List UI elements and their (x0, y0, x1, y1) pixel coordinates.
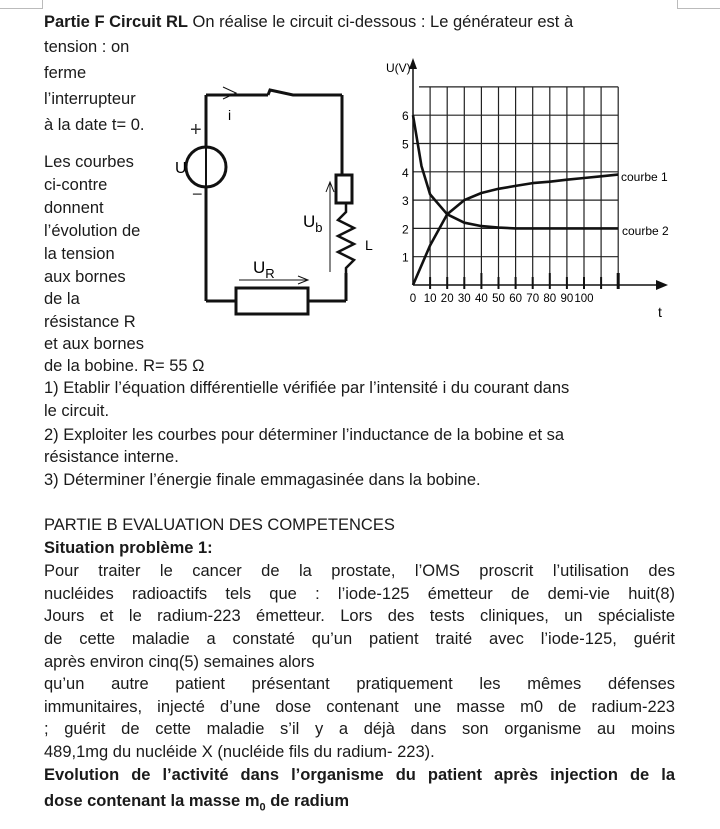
svg-text:80: 80 (543, 293, 557, 305)
svg-text:i: i (228, 107, 232, 123)
svg-text:U(V): U(V) (386, 61, 411, 75)
paragraph-line: après environ cinq(5) semaines alors (44, 653, 315, 671)
paragraph-line: qu’un autre patient présentant pratiquement les mêmes défenses (44, 675, 675, 693)
svg-text:2: 2 (402, 222, 409, 237)
paragraph-line: nucléides radioactifs tels que : l’iode-125 émetteur de demi-vie huit(8) (44, 585, 675, 603)
question-2-line-2: résistance interne. (44, 448, 179, 466)
rl-circuit-diagram (160, 60, 380, 320)
svg-text:50: 50 (492, 293, 505, 305)
question-1-line-2: le circuit. (44, 402, 110, 420)
svg-text:Ub: $U_b$ (303, 212, 323, 235)
svg-text:1: 1 (402, 250, 409, 265)
partB-heading: PARTIE B EVALUATION DES COMPETENCES (44, 516, 395, 534)
bold-heading-line-2: dose contenant la masse $m_0$ de radium (44, 792, 350, 814)
partB-subheading: Situation problème 1: (44, 539, 213, 557)
svg-text:6: 6 (402, 109, 409, 124)
svg-text:4: 4 (402, 165, 409, 180)
svg-text:3: 3 (402, 194, 409, 209)
svg-text:30: 30 (457, 293, 471, 305)
svg-text:0: 0 (409, 293, 417, 305)
question-1-line-1: 1) Etablir l’équation différentielle vérifiée par l’intensité i du courant dans (44, 379, 570, 397)
paragraph-line: de cette maladie a constaté qu’un patient traité avec l’iode-125, guérit (44, 630, 675, 648)
current-arrow-icon (223, 87, 236, 99)
voltage-time-chart (370, 55, 700, 325)
partF-title: Partie F Circuit RL (44, 13, 188, 31)
legend-courbe-1: courbe 1 (621, 170, 668, 184)
svg-text:5: 5 (402, 137, 409, 152)
page-corner-mark (677, 0, 720, 9)
page-corner-mark (0, 0, 43, 9)
partF-intro: Partie F Circuit RL On réalise le circuit ci-dessous : Le générateur est à (44, 13, 574, 31)
svg-text:100: 100 (574, 293, 594, 305)
svg-text:60: 60 (509, 293, 522, 305)
svg-text:90: 90 (560, 293, 574, 305)
svg-text:+: + (190, 119, 202, 141)
bold-heading-line-1: Evolution de l’activité dans l’organisme du patient après injection de la (44, 766, 675, 784)
svg-text:20: 20 (440, 293, 454, 305)
svg-text:−: − (192, 184, 203, 204)
svg-text:t: t (658, 304, 662, 320)
paragraph-line: immunitaires, injecté d’une dose contenant une masse m0 de radium-223 (44, 698, 675, 716)
paragraph-line: Pour traiter le cancer de la prostate, l’OMS proscrit l’utilisation des (44, 562, 675, 580)
svg-text:U: U (175, 160, 187, 177)
x-axis-arrow-icon (656, 280, 668, 290)
legend-courbe-2: courbe 2 (622, 224, 669, 238)
question-2-line-1: 2) Exploiter les courbes pour déterminer l’inductance de la bobine et sa (44, 426, 565, 444)
svg-text:UR: $U_R$ (253, 258, 275, 281)
svg-text:10: 10 (423, 293, 437, 305)
paragraph-line: Jours et le radium-223 émetteur. Lors des tests cliniques, un spécialiste (44, 607, 675, 625)
paragraph-line: ; guérit de cette maladie s’il y a déjà dans son organisme au moins (44, 720, 675, 738)
svg-text:L: L (365, 237, 373, 253)
paragraph-line: 489,1mg du nucléide X (nucléide fils du radium- 223). (44, 743, 435, 761)
svg-text:40: 40 (475, 293, 488, 305)
question-3: 3) Déterminer l’énergie finale emmagasinée dans la bobine. (44, 471, 481, 489)
svg-text:70: 70 (526, 293, 540, 305)
